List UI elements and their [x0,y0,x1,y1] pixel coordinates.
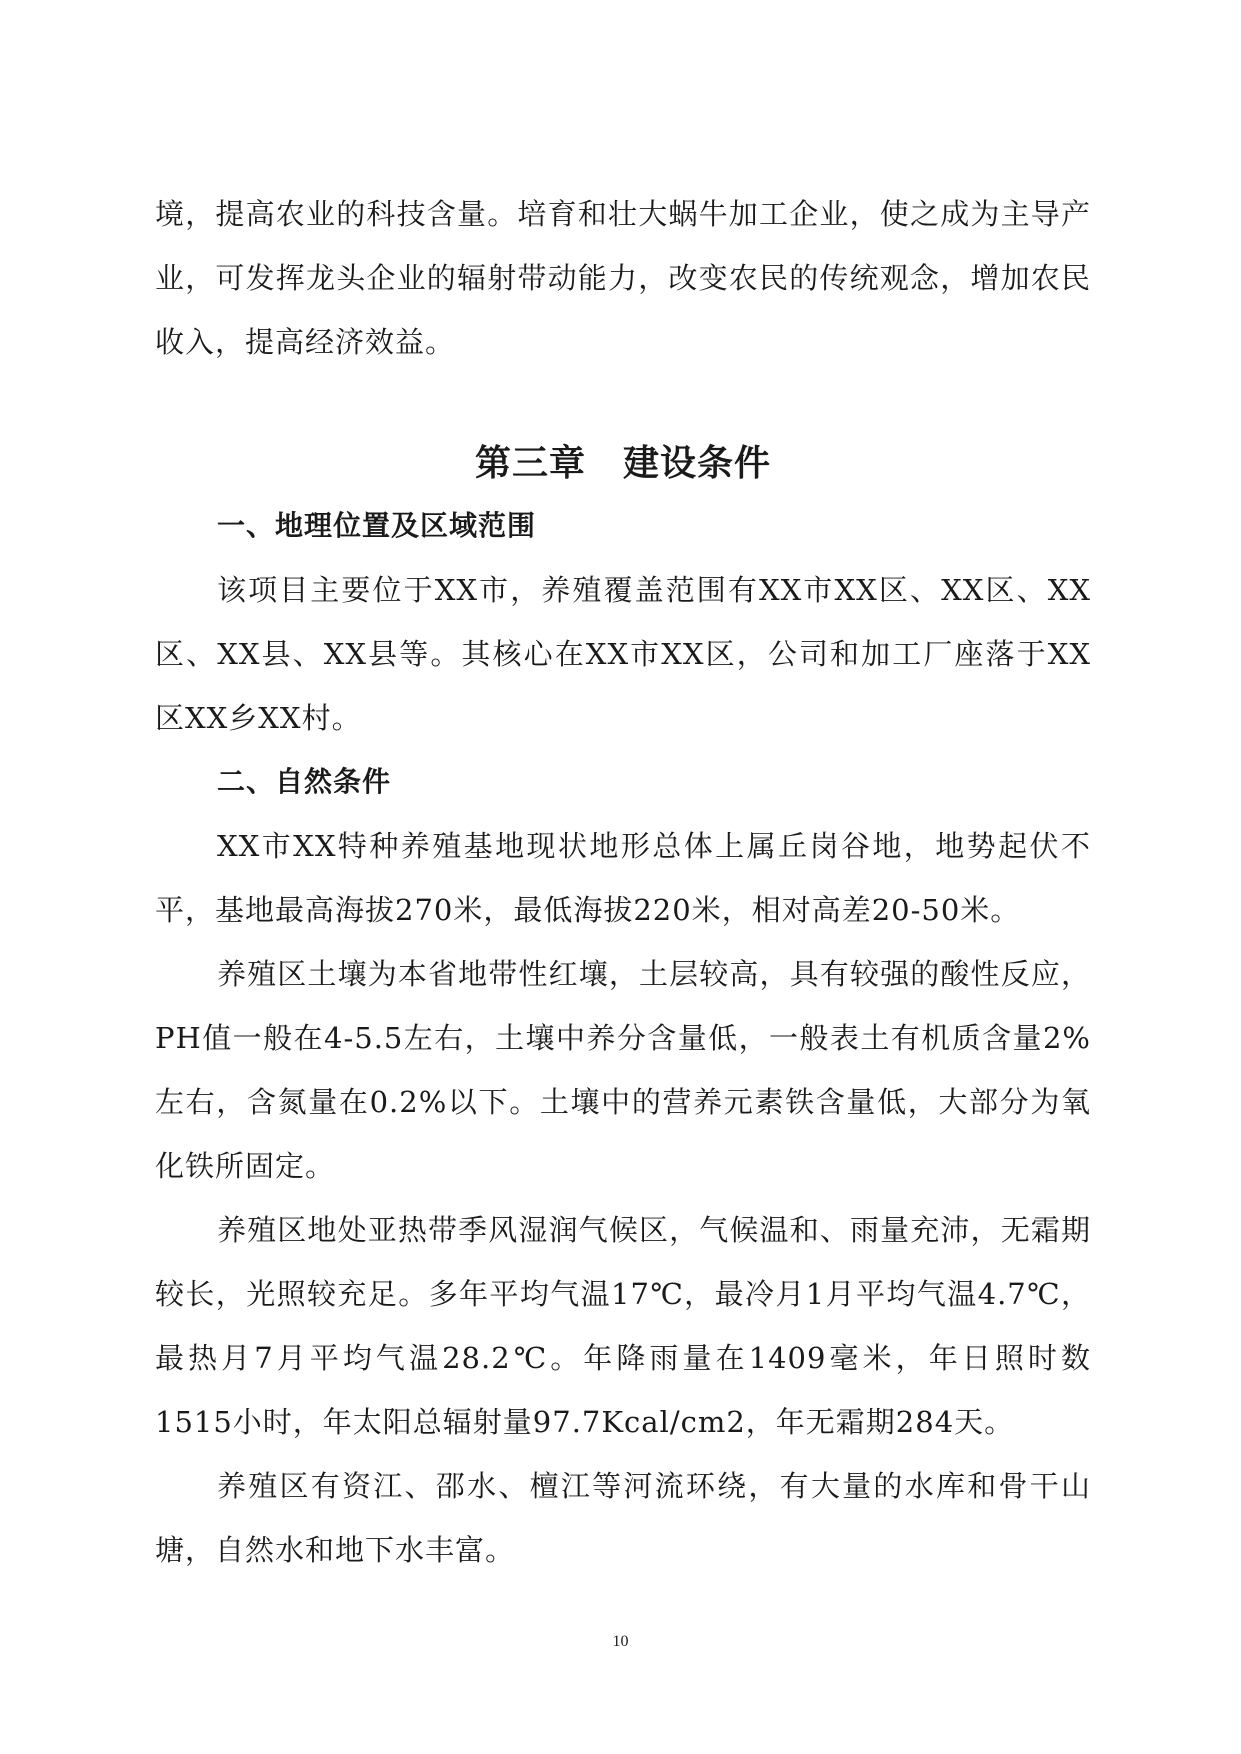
paragraph-continuation: 境，提高农业的科技含量。培育和壮大蜗牛加工企业，使之成为主导产业，可发挥龙头企业的辐射带动能力，改变农民的传统观念，增加农民收入，提高经济效益。 [155,197,1091,359]
paragraph-water: 养殖区有资江、邵水、檀江等河流环绕，有大量的水库和骨干山塘，自然水和地下水丰富。 [155,1469,1091,1567]
paragraph-location: 该项目主要位于XX市，养殖覆盖范围有XX市XX区、XX区、XX区、XX县、XX县等。其核心在XX市XX区，公司和加工厂座落于XX区XX乡XX村。 [155,573,1091,735]
paragraph-soil: 养殖区土壤为本省地带性红壤，土层较高，具有较强的酸性反应，PH值一般在4-5.5左右，土壤中养分含量低，一般表土有机质含量2%左右，含氮量在0.2%以下。土壤中的营养元素铁含量低，大部分为氧化铁所固定。 [155,957,1091,1183]
chapter-title: 第三章 建设条件 [474,443,771,484]
paragraph-terrain: XX市XX特种养殖基地现状地形总体上属丘岗谷地，地势起伏不平，基地最高海拔270米，最低海拔220米，相对高差20-50米。 [155,829,1091,927]
page-number: 10 [612,1633,629,1650]
paragraph-climate: 养殖区地处亚热带季风湿润气候区，气候温和、雨量充沛，无霜期较长，光照较充足。多年平均气温17℃，最冷月1月平均气温4.7℃，最热月7月平均气温28.2℃。年降雨量在1409毫米，年日照时数1515小时，年太阳总辐射量97.7Kcal/cm2，年无霜期284天。 [155,1213,1091,1439]
section-heading-natural-conditions: 二、自然条件 [217,765,392,798]
section-heading-location: 一、地理位置及区域范围 [217,509,537,542]
page-content [155,182,1091,1582]
